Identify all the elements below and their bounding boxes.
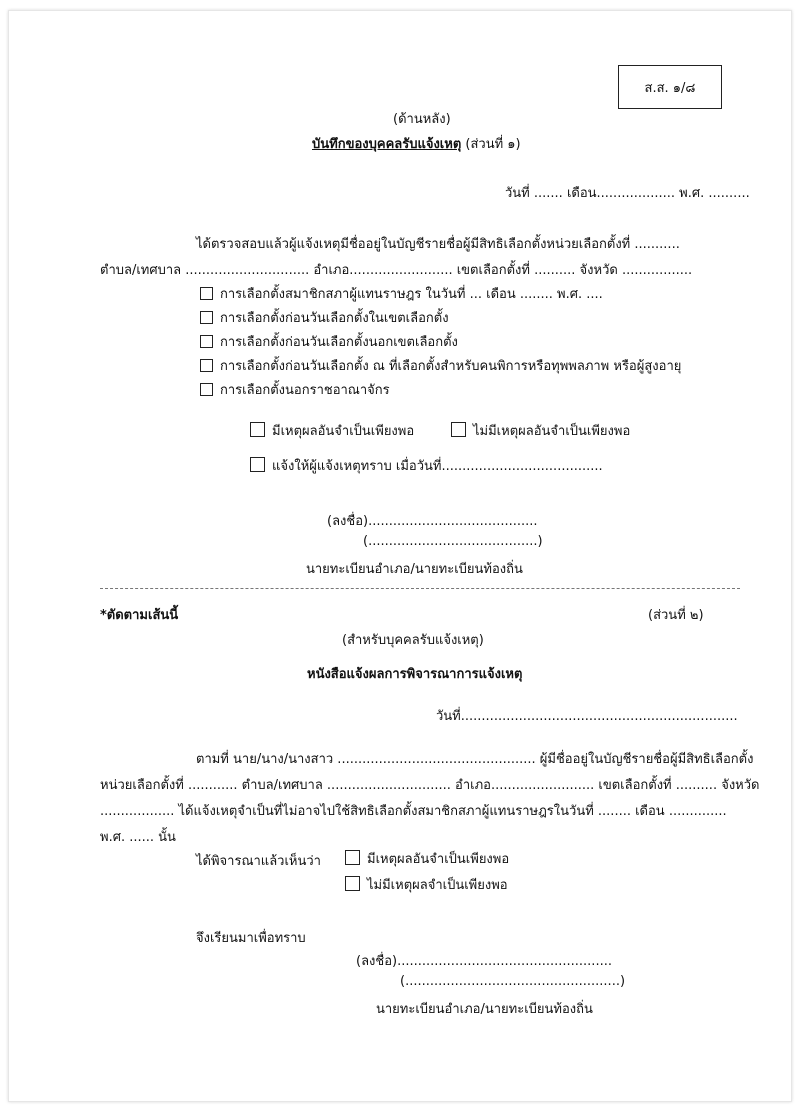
option-label: การเลือกตั้งสมาชิกสภาผู้แทนราษฎร ในวันที่ ... เดือน ........ พ.ศ. .... [220,287,603,302]
part2-body-line4: พ.ศ. ...... นั้น [100,830,176,845]
result-insufficient-label: ไม่มีเหตุผลจำเป็นเพียงพอ [367,878,508,893]
part1-signature-title: นายทะเบียนอำเภอ/นายทะเบียนท้องถิ่น [306,562,523,577]
cut-line-label: *ตัดตามเส้นนี้ [100,608,179,623]
reason-insufficient-label: ไม่มีเหตุผลอันจำเป็นเพียงพอ [473,424,631,439]
option-advance-out-district[interactable] [200,331,458,352]
option-label: การเลือกตั้งนอกราชอาณาจักร [220,383,390,398]
part2-body-line1: ตามที่ นาย/นาง/นางสาว ................................................ ผู้มีชื่ออยู่ในบัญชีรายชื่อผู้มีสิทธิเลือกตั้ง [196,752,754,767]
part2-body-line3: .................. ได้แจ้งเหตุจำเป็นที่ไม่อาจไปใช้สิทธิเลือกตั้งสมาชิกสภาผู้แทนราษฎรในวันที่ ........ เดือน .............. [100,804,727,819]
part2-signature-name: (....................................................) [400,974,626,989]
option-label: การเลือกตั้งก่อนวันเลือกตั้งนอกเขตเลือกตั้ง [220,335,458,350]
option-house-election[interactable] [200,283,603,304]
checkbox[interactable] [200,359,213,372]
option-advance-disabled-elderly[interactable] [200,355,681,376]
reason-sufficient-option[interactable] [250,420,414,441]
checkbox[interactable] [200,287,213,300]
option-overseas[interactable] [200,379,390,400]
part2-part-no: (ส่วนที่ ๒) [648,608,704,623]
part1-date-line: วันที่ ....... เดือน................... พ.ศ. .......... [505,186,750,201]
part2-body-line2: หน่วยเลือกตั้งที่ ............ ตำบล/เทศบาล .............................. อำเภอ......................... เขตเลือกตั้งที่ .......... จังหวัด [100,778,760,793]
checkbox[interactable] [345,876,360,891]
form-code: ส.ส. ๑/๘ [644,80,696,96]
reason-insufficient-option[interactable] [451,420,630,441]
checkbox[interactable] [200,311,213,324]
part1-body-line1: ได้ตรวจสอบแล้วผู้แจ้งเหตุมีชื่ออยู่ในบัญชีรายชื่อผู้มีสิทธิเลือกตั้งหน่วยเลือกตั้งที่ ........... [196,237,680,252]
part1-body-line2: ตำบล/เทศบาล .............................. อำเภอ......................... เขตเลือกตั้งที่ .......... จังหวัด ................. [100,263,693,278]
checkbox[interactable] [200,383,213,396]
part1-title: บันทึกของบุคคลรับแจ้งเหตุ [312,137,462,152]
checkbox[interactable] [250,422,265,437]
part1-signature-name: (.........................................) [363,534,543,549]
result-insufficient-option[interactable] [345,874,508,895]
notify-label: แจ้งให้ผู้แจ้งเหตุทราบ เมื่อวันที่....................................... [272,459,603,474]
option-label: การเลือกตั้งก่อนวันเลือกตั้ง ณ ที่เลือกตั้งสำหรับคนพิการหรือทุพพลภาพ หรือผู้สูงอายุ [220,359,682,374]
checkbox[interactable] [200,335,213,348]
part2-signature-line: (ลงชื่อ).................................................... [356,954,612,969]
part2-for-whom: (สำหรับบุคคลรับแจ้งเหตุ) [342,633,484,648]
reason-sufficient-label: มีเหตุผลอันจำเป็นเพียงพอ [272,424,415,439]
part1-signature-line: (ลงชื่อ)......................................... [327,514,538,529]
cut-dashed-line [100,588,740,589]
result-sufficient-label: มีเหตุผลอันจำเป็นเพียงพอ [367,852,510,867]
option-label: การเลือกตั้งก่อนวันเลือกตั้งในเขตเลือกตั้ง [220,311,449,326]
inform-label: จึงเรียนมาเพื่อทราบ [196,931,306,946]
result-sufficient-option[interactable] [345,848,509,869]
part2-date-line: วันที่................................................................... [436,709,738,724]
document-page [8,10,792,1102]
part2-signature-title: นายทะเบียนอำเภอ/นายทะเบียนท้องถิ่น [376,1002,593,1017]
part1-part-no: (ส่วนที่ ๑) [465,137,521,152]
notify-option[interactable] [250,455,603,476]
option-advance-in-district[interactable] [200,307,449,328]
part2-title: หนังสือแจ้งผลการพิจารณาการแจ้งเหตุ [307,667,523,682]
considered-label: ได้พิจารณาแล้วเห็นว่า [196,854,321,869]
back-side-label: (ด้านหลัง) [393,112,451,127]
part1-title-row [312,133,521,154]
form-code-box [618,65,722,109]
checkbox[interactable] [250,457,265,472]
checkbox[interactable] [451,422,466,437]
checkbox[interactable] [345,850,360,865]
